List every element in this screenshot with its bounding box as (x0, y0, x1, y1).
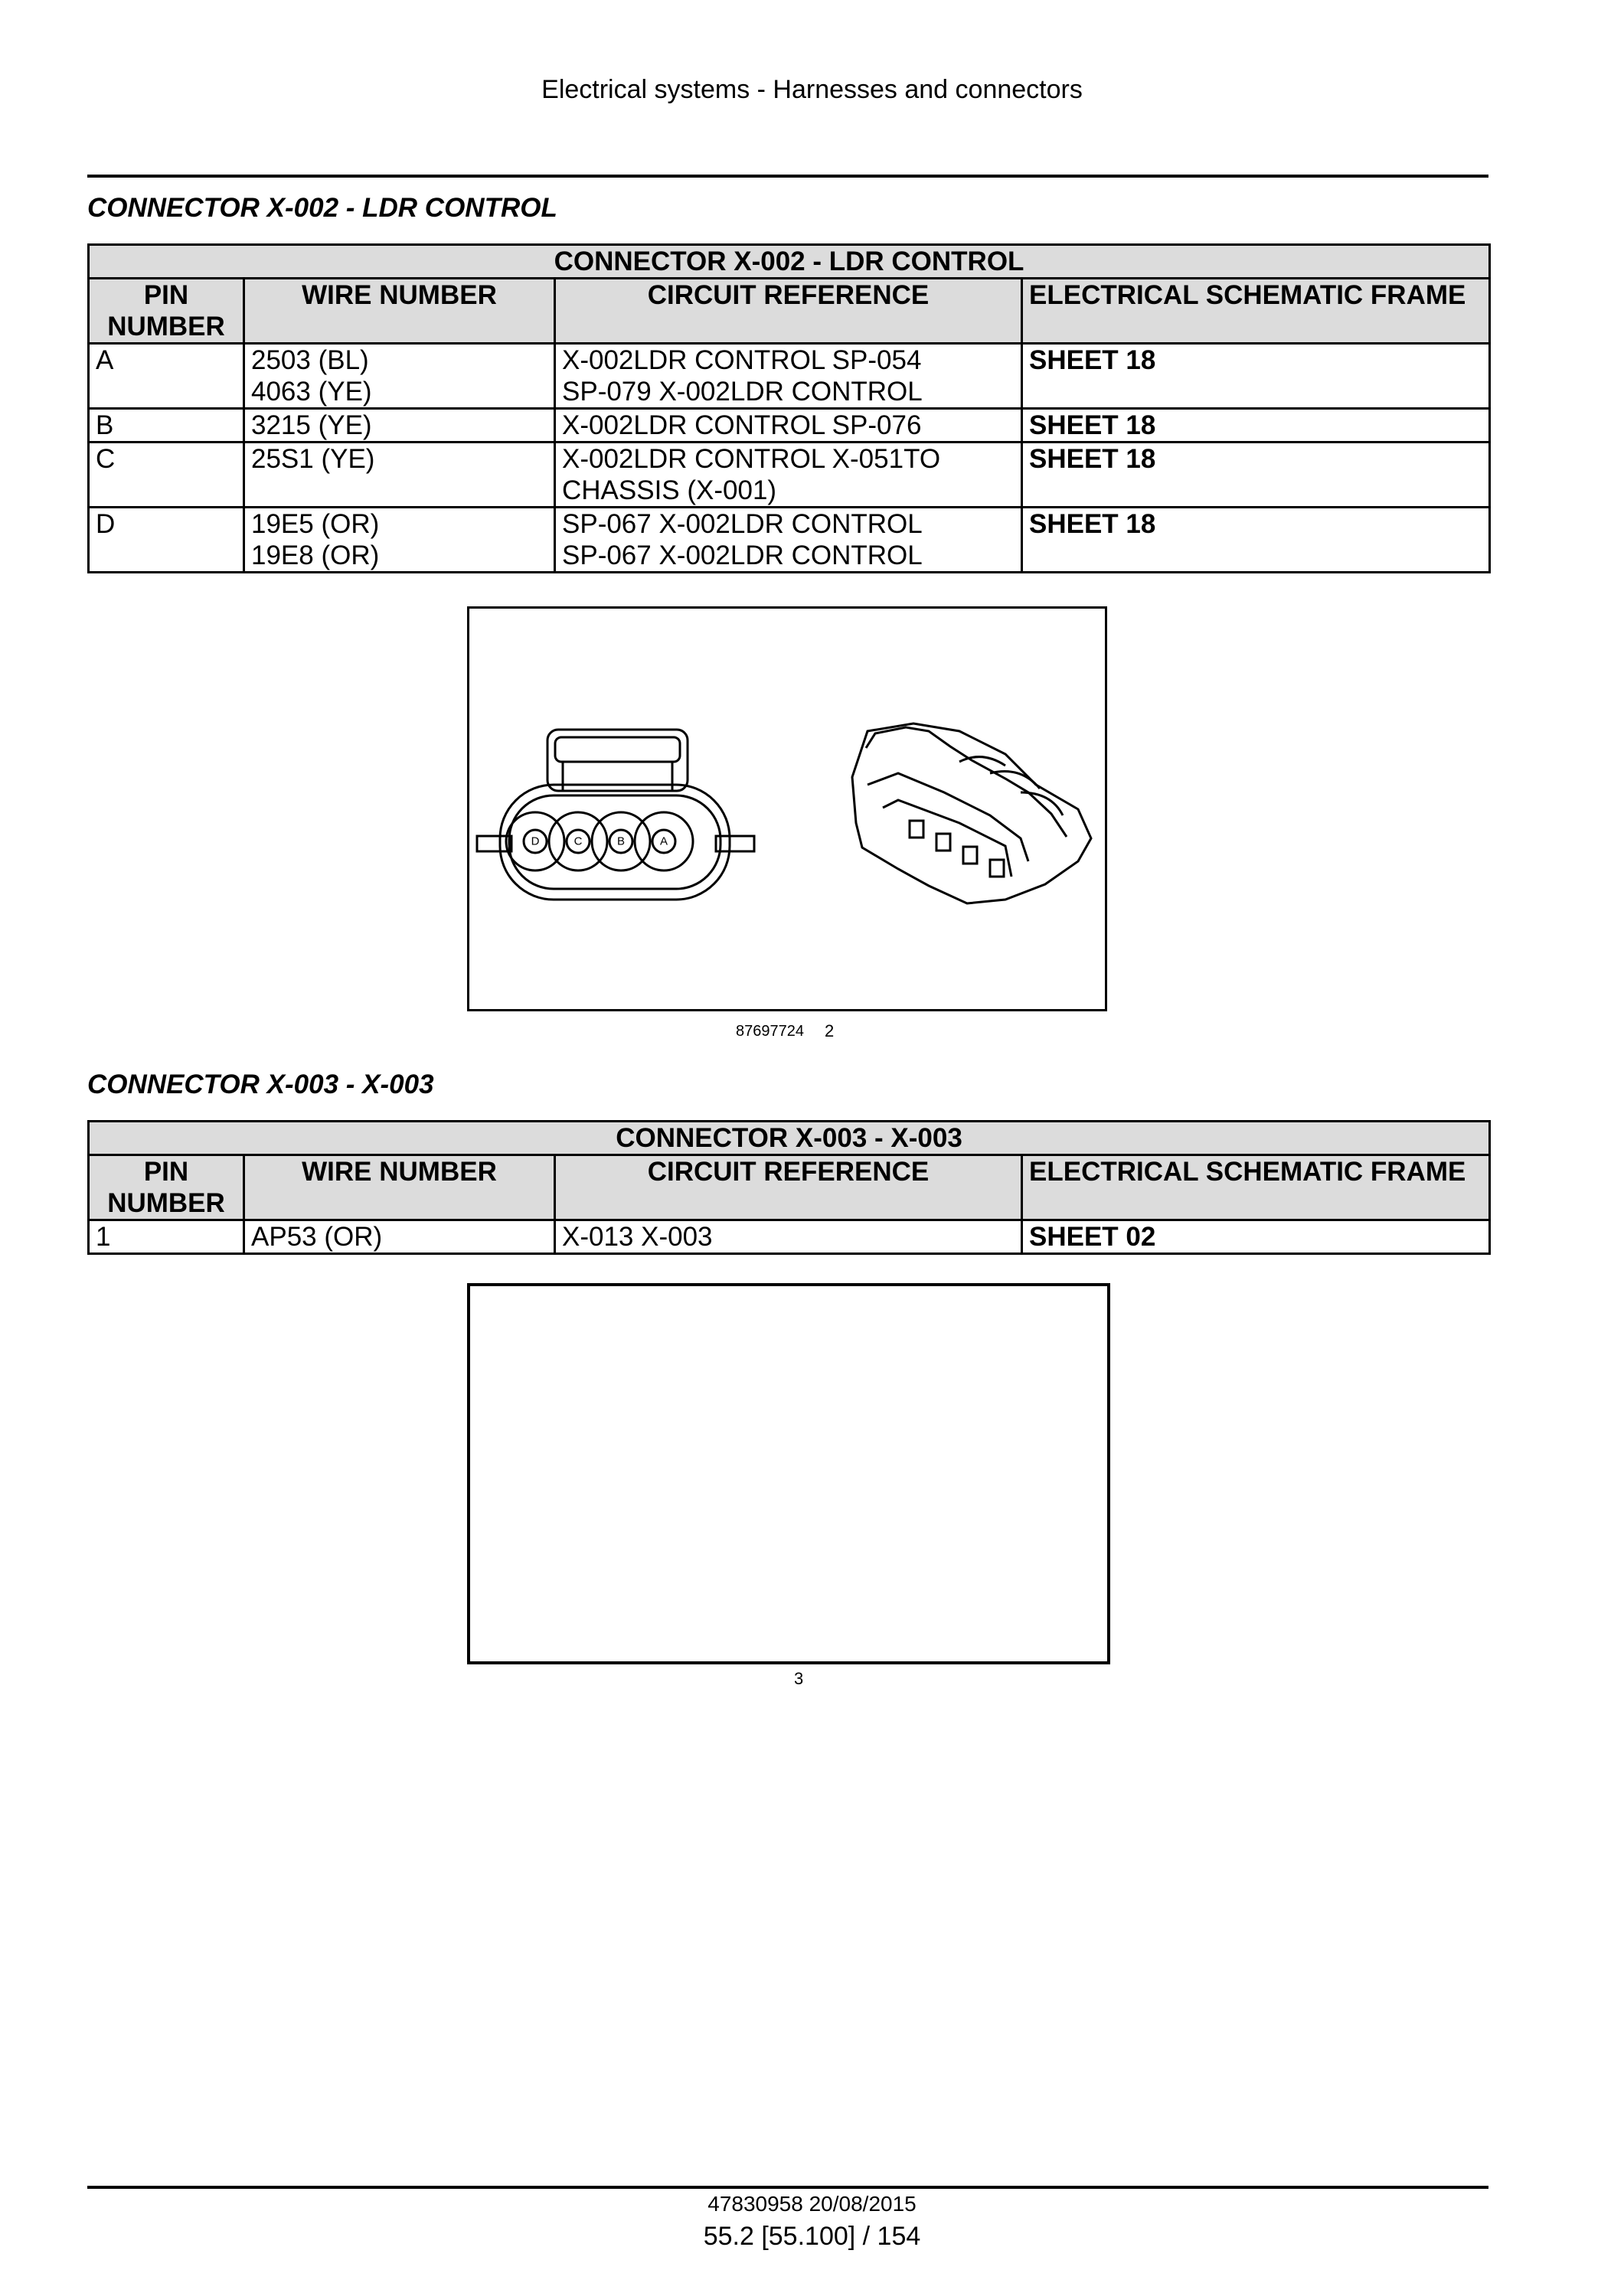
section-title-x003: CONNECTOR X-003 - X-003 (87, 1070, 434, 1099)
footer-rule (87, 2186, 1488, 2189)
table-row (89, 1220, 1490, 1254)
table-caption: CONNECTOR X-003 - X-003 (89, 1122, 1490, 1155)
frame-cell: SHEET 18 (1022, 443, 1490, 508)
col-header-frame: ELECTRICAL SCHEMATIC FRAME (1022, 1155, 1490, 1220)
footer-doc-ref: 47830958 20/08/2015 (707, 2192, 917, 2216)
frame-cell: SHEET 18 (1022, 344, 1490, 409)
circuit-reference: SP-067 X-002LDR CONTROL (562, 509, 923, 539)
circuit-reference: X-002LDR CONTROL SP-054 (562, 345, 922, 375)
wire-number: 19E8 (OR) (251, 541, 380, 570)
col-header-frame: ELECTRICAL SCHEMATIC FRAME (1022, 279, 1490, 344)
wire-number: 19E5 (OR) (251, 509, 380, 539)
wire-cell (244, 508, 555, 573)
pin-label-b: B (616, 834, 626, 848)
circuit-cell (555, 508, 1022, 573)
frame-cell: SHEET 18 (1022, 508, 1490, 573)
connector-table-x002 (87, 243, 1491, 573)
col-header-circuit: CIRCUIT REFERENCE (555, 1155, 1022, 1220)
connector-figure-x003-empty (467, 1283, 1110, 1664)
wire-cell: AP53 (OR) (244, 1220, 555, 1254)
perspective-ridge (868, 773, 1028, 861)
figure-number: 2 (825, 1021, 835, 1040)
section-title-x002: CONNECTOR X-002 - LDR CONTROL (87, 193, 557, 223)
connector-table-x003 (87, 1120, 1491, 1255)
connector-figure-x002 (467, 606, 1107, 1011)
connector-drawing (469, 609, 1105, 1009)
latch-outline (547, 730, 688, 791)
perspective-pin (963, 847, 977, 864)
perspective-pin (936, 834, 950, 851)
connector-perspective-body (852, 723, 1091, 903)
frame-cell: SHEET 02 (1022, 1220, 1490, 1254)
pin-label-c: C (573, 834, 583, 848)
circuit-reference: X-002LDR CONTROL X-051TO (562, 444, 941, 474)
wire-number: 2503 (BL) (251, 345, 369, 375)
frame-cell: SHEET 18 (1022, 409, 1490, 443)
table-row (89, 344, 1490, 409)
table-row (89, 443, 1490, 508)
table-caption: CONNECTOR X-002 - LDR CONTROL (89, 245, 1490, 279)
connector-body-inner (509, 795, 721, 889)
wire-cell (244, 344, 555, 409)
latch-arms (563, 762, 672, 791)
pin-cell: C (89, 443, 244, 508)
col-header-wire: WIRE NUMBER (244, 1155, 555, 1220)
latch-slot (555, 737, 680, 762)
wire-number: 4063 (YE) (251, 377, 372, 407)
col-header-pin: PIN NUMBER (89, 1155, 244, 1220)
circuit-cell: X-002LDR CONTROL SP-076 (555, 409, 1022, 443)
circuit-cell (555, 344, 1022, 409)
circuit-reference: SP-079 X-002LDR CONTROL (562, 377, 923, 407)
pin-cell: B (89, 409, 244, 443)
pin-cell: D (89, 508, 244, 573)
col-header-circuit: CIRCUIT REFERENCE (555, 279, 1022, 344)
figure-image-code: 87697724 (736, 1023, 804, 1040)
page-header-title: Electrical systems - Harnesses and connectors (541, 75, 1083, 104)
wire-cell: 25S1 (YE) (244, 443, 555, 508)
header-rule (87, 175, 1488, 178)
pin-label-a: A (659, 834, 668, 848)
figure-number: 3 (794, 1669, 804, 1688)
pin-cell: A (89, 344, 244, 409)
circuit-reference: CHASSIS (X-001) (562, 475, 777, 505)
pin-cell: 1 (89, 1220, 244, 1254)
wire-cell: 3215 (YE) (244, 409, 555, 443)
table-row (89, 409, 1490, 443)
pin-label-d: D (531, 834, 540, 848)
table-row (89, 508, 1490, 573)
col-header-pin: PIN NUMBER (89, 279, 244, 344)
circuit-cell: X-013 X-003 (555, 1220, 1022, 1254)
perspective-pin (910, 821, 923, 838)
perspective-face (883, 800, 1011, 877)
footer-page-ref: 55.2 [55.100] / 154 (703, 2222, 921, 2251)
perspective-pin (990, 860, 1004, 877)
perspective-latch (866, 727, 1067, 837)
circuit-reference: SP-067 X-002LDR CONTROL (562, 541, 923, 570)
col-header-wire: WIRE NUMBER (244, 279, 555, 344)
circuit-cell (555, 443, 1022, 508)
